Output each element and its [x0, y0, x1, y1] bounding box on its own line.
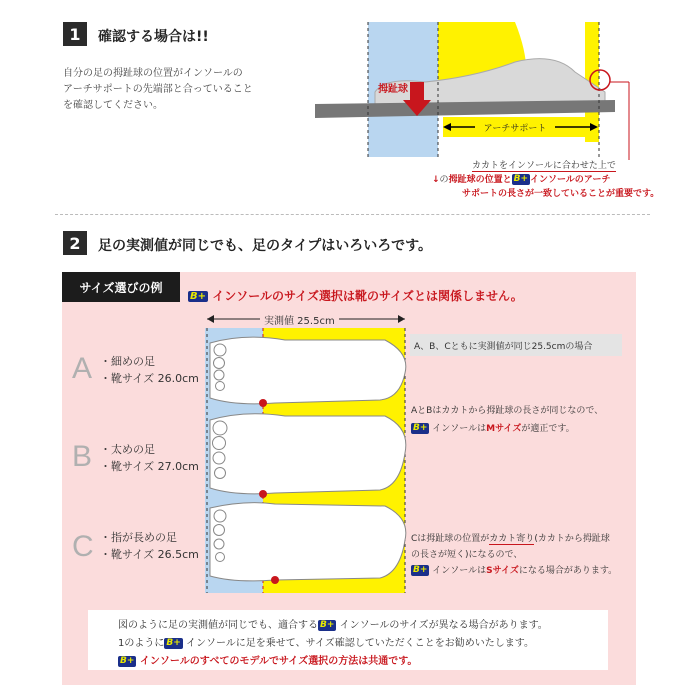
section-1-title: 確認する場合は!!: [98, 29, 209, 45]
ball-marker-c: [271, 576, 279, 584]
ball-of-foot-label: 拇趾球: [378, 84, 408, 95]
divider: [55, 214, 650, 215]
note-line-3: B+ インソールのすべてのモデルでサイズ選択の方法は共通です。: [120, 656, 418, 667]
c-explanation: Cは拇趾球の位置がカカト寄り(カカトから拇趾球 の長さが短く)になるので、 B+ インソールはSサイズになる場合があります。: [411, 534, 618, 576]
foot-b-desc: ・太めの足 ・靴サイズ 27.0cm: [100, 443, 199, 473]
insole-check-diagram: [315, 22, 650, 162]
foot-b-letter: B: [72, 440, 93, 473]
headline: B+ インソールのサイズ選択は靴のサイズとは関係しません。: [190, 289, 523, 303]
section-1-body: 自分の足の拇趾球の位置がインソールの アーチサポートの先端部と合っていること を確認してください。: [63, 68, 253, 111]
caption-line-1: カカトをインソールに合わせた上で: [472, 158, 616, 172]
ball-marker-b: [259, 490, 267, 498]
foot-a-desc: ・細めの足 ・靴サイズ 26.0cm: [100, 355, 199, 385]
ab-explanation: AとBはカカトから拇趾球の長さが同じなので、 B+ インソールはMサイズが適正です。: [411, 406, 604, 434]
caption-line-3: サポートの長さが一致していることが重要です。: [462, 189, 660, 199]
foot-b-outline: [210, 414, 406, 494]
bottom-note: [88, 610, 608, 670]
measure-label: 実測値 25.5cm: [260, 312, 339, 327]
foot-a-letter: A: [72, 352, 93, 385]
section-2-title: 足の実測値が同じでも、足のタイプはいろいろです。: [98, 238, 433, 254]
size-example-tag: サイズ選びの例: [62, 272, 180, 302]
foot-c-letter: C: [72, 530, 94, 563]
note-line-2: 1のように B+ インソールに足を乗せて、サイズ確認していただくことをお勧めいたします。: [118, 638, 534, 649]
foot-c-desc: ・指が長めの足 ・靴サイズ 26.5cm: [100, 531, 199, 561]
section-1-number: 1: [63, 22, 87, 46]
note-line-1: 図のように足の実測値が同じでも、適合する B+ インソールのサイズが異なる場合があります。: [118, 620, 548, 631]
feet-diagram: [205, 328, 415, 593]
same-measure-box: A、B、Cともに実測値が同じ25.5cmの場合: [410, 334, 622, 356]
foot-a-outline: [210, 337, 406, 404]
foot-c-outline: [210, 503, 406, 581]
caption-line-2: ↓の拇趾球の位置と B+ インソールのアーチ: [432, 174, 611, 185]
ball-marker-a: [259, 399, 267, 407]
section-2-number: 2: [63, 231, 87, 255]
arch-support-label: アーチサポート: [483, 124, 547, 134]
